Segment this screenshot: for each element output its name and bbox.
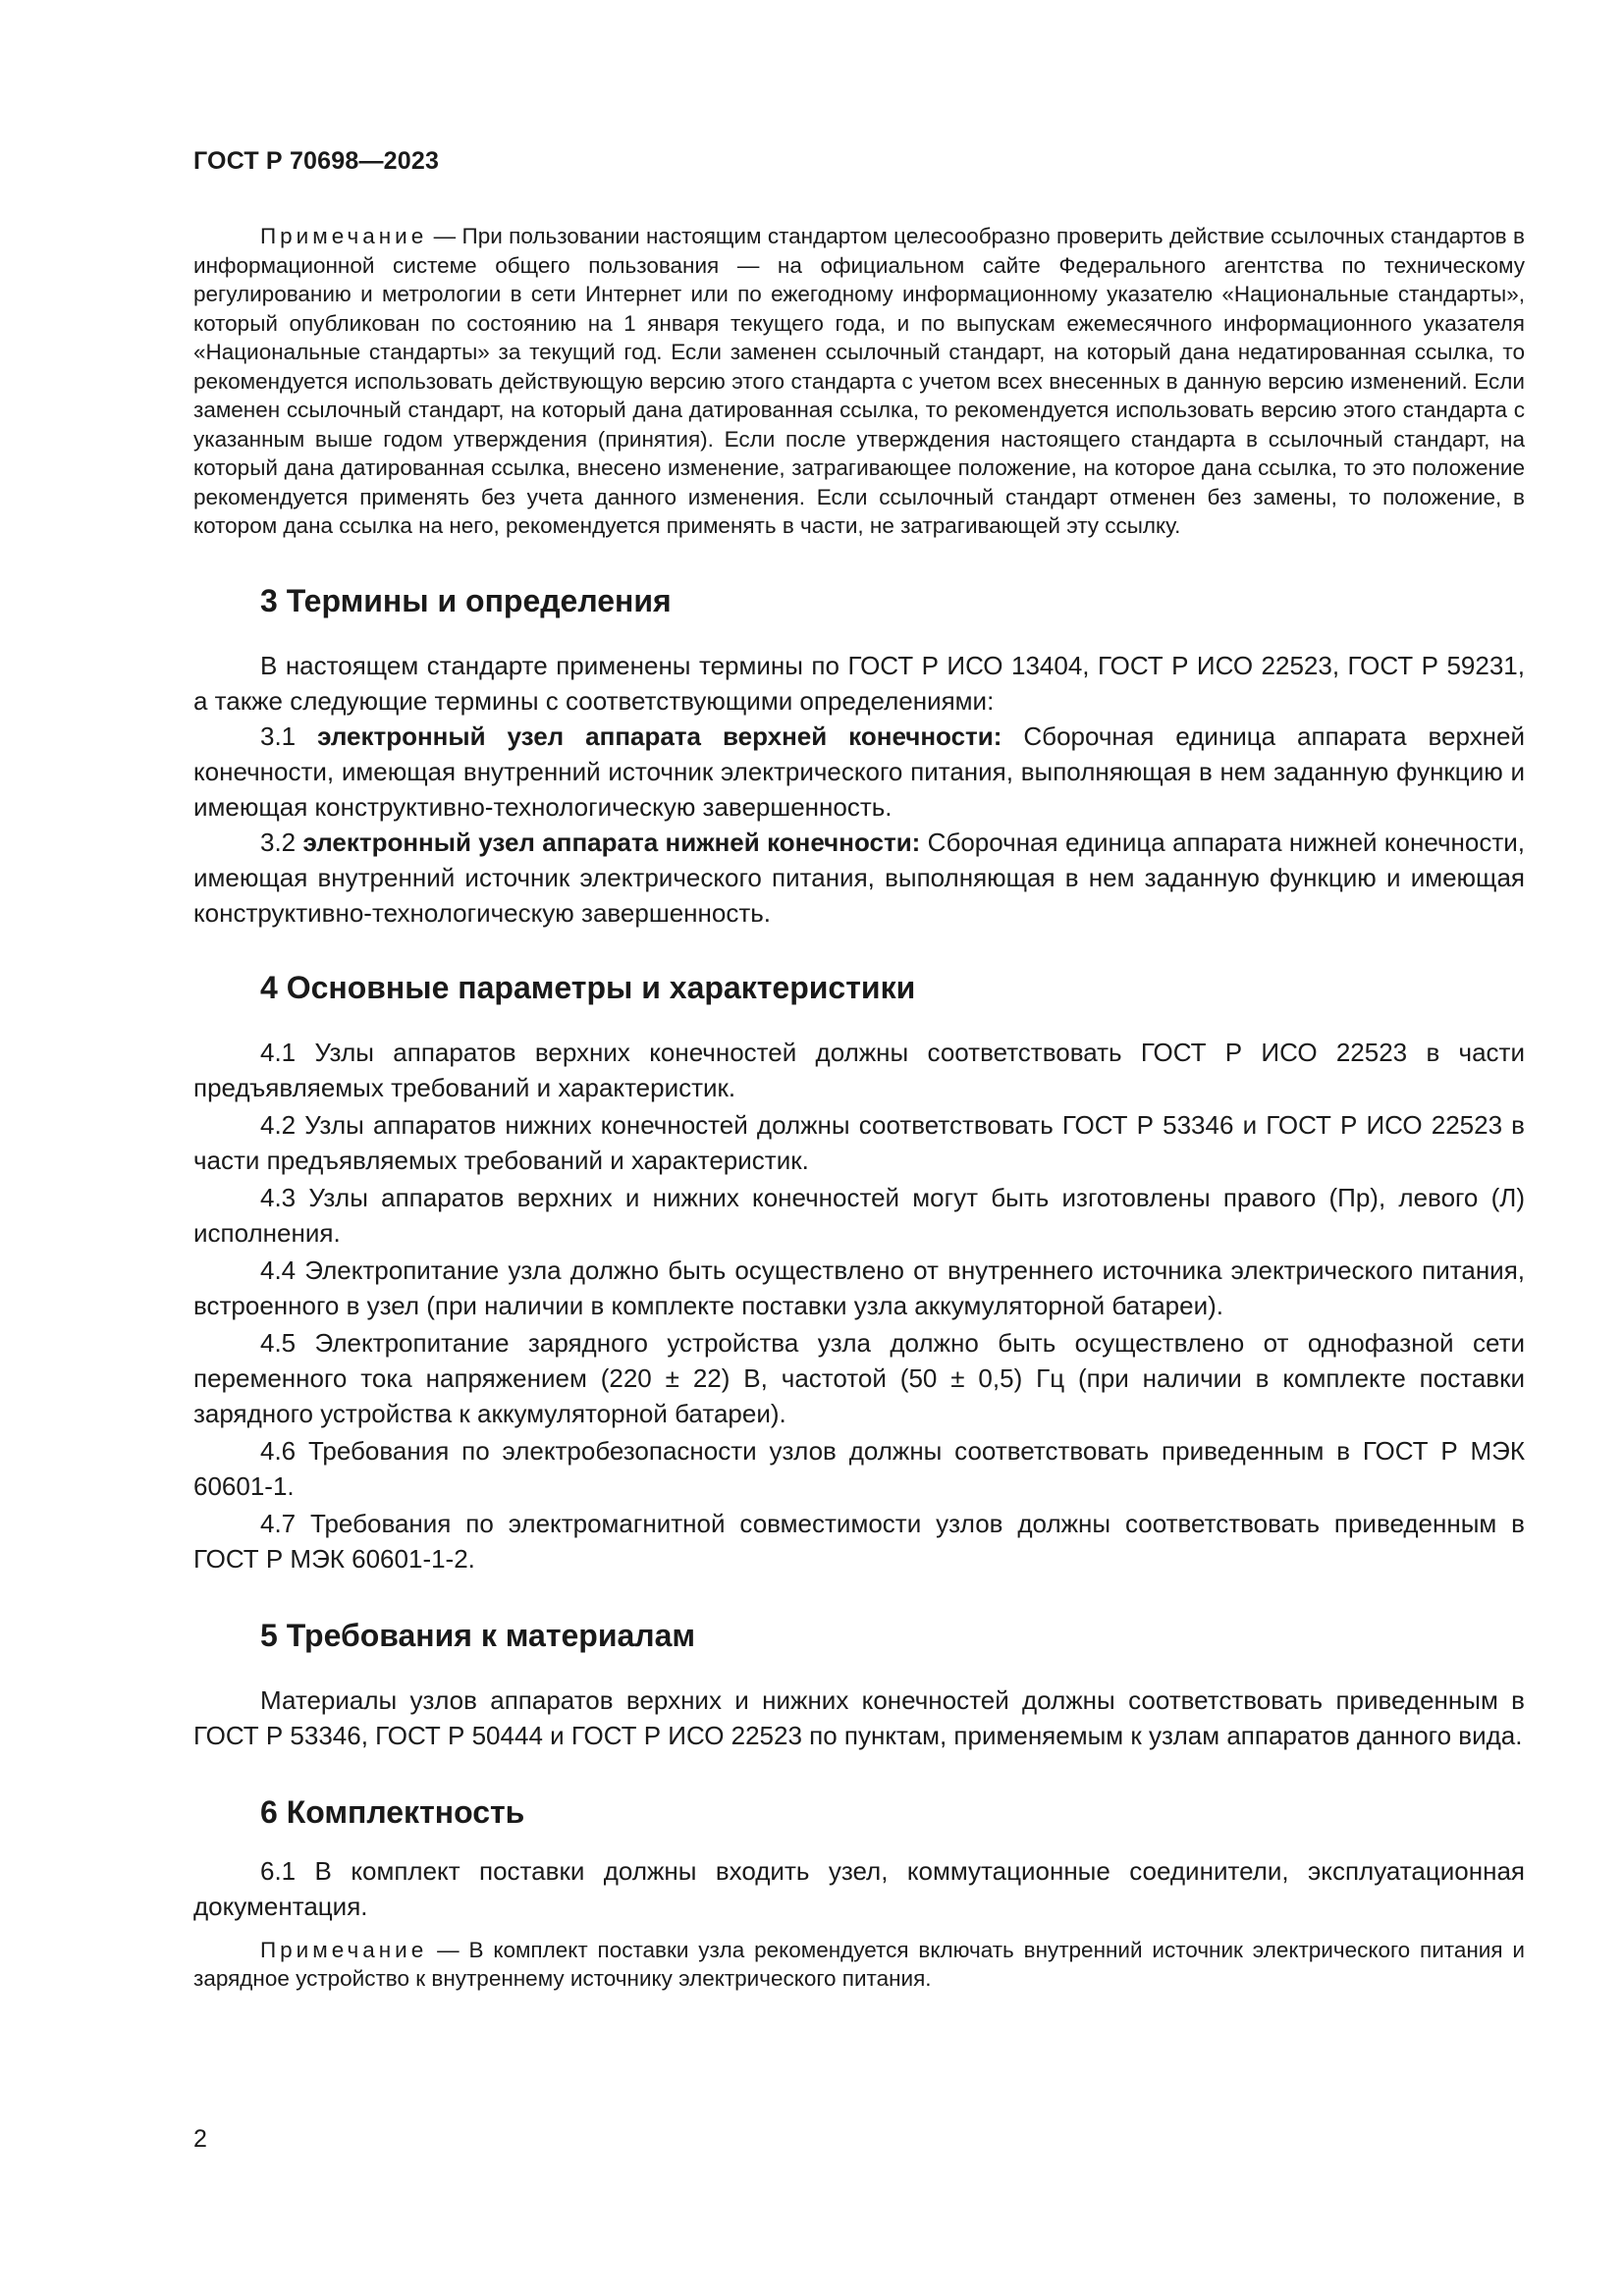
term-definition: Сборочная единица аппарата верхней конечности, имеющая внутренний источник электрического питания, выполняющая в нем заданную функцию и имеющая конструктивно-технологическую завершенность. xyxy=(193,721,1526,822)
clause-4-1: 4.1 Узлы аппаратов верхних конечностей должны соответствовать ГОСТ Р ИСО 22523 в части предъявляемых требований и характеристик. xyxy=(193,1037,1525,1102)
note-label: Примечание xyxy=(260,1937,428,1962)
clause-4-5: 4.5 Электропитание зарядного устройства узла должно быть осуществлено от однофазной сети переменного тока напряжением (220 ± 22) В, частотой (50 ± 0,5) Гц (при наличии в комплекте поставки зарядного устройства к аккумуляторной батареи). xyxy=(193,1327,1525,1428)
section-6-body xyxy=(193,1853,1525,1994)
section-5-title: 5 Требования к материалам xyxy=(260,1617,696,1653)
clause-4-4: 4.4 Электропитание узла должно быть осуществлено от внутреннего источника электрического питания, встроенного в узел (при наличии в комплекте поставки узла аккумуляторной батареи). xyxy=(193,1255,1525,1320)
note-text: — В комплект поставки узла рекомендуется включать внутренний источник электрического питания и зарядное устройство к внутреннему источнику электрического питания. xyxy=(193,1937,1525,1991)
completeness-note xyxy=(193,1936,1525,1994)
page-number: 2 xyxy=(193,2125,207,2153)
term-definition: Сборочная единица аппарата нижней конечности, имеющая внутренний источник электрического питания, выполняющая в нем заданную функцию и имеющая конструктивно-технологическую завершенность. xyxy=(193,827,1525,928)
materials-paragraph: Материалы узлов аппаратов верхних и нижних конечностей должны соответствовать приведенным в ГОСТ Р 53346, ГОСТ Р 50444 и ГОСТ Р ИСО 22523 по пунктам, применяемым к узлам аппаратов данного вида. xyxy=(193,1684,1525,1750)
section-3-title: 3 Термины и определения xyxy=(260,582,672,618)
page-content xyxy=(193,222,1525,1994)
clause-4-3: 4.3 Узлы аппаратов верхних и нижних конечностей могут быть изготовлены правого (Пр), левого (Л) исполнения. xyxy=(193,1182,1525,1248)
clause-6-1: 6.1 В комплект поставки должны входить узел, коммутационные соединители, эксплуатационная документация. xyxy=(193,1855,1525,1921)
term-3-2 xyxy=(193,825,1525,931)
section-4-body xyxy=(193,1035,1525,1576)
term-name: электронный узел аппарата верхней конечности: xyxy=(317,721,1002,751)
section-6-title: 6 Комплектность xyxy=(260,1793,525,1830)
term-number: 3.1 xyxy=(260,721,318,751)
section-4-title: 4 Основные параметры и характеристики xyxy=(260,969,916,1005)
document-code: ГОСТ Р 70698—2023 xyxy=(193,147,440,175)
referenced-standards-note xyxy=(193,222,1525,541)
section-3-body xyxy=(193,648,1525,931)
section-3-intro: В настоящем стандарте применены термины по ГОСТ Р ИСО 13404, ГОСТ Р ИСО 22523, ГОСТ Р 59231, а также следующие термины с соответствующими определениями: xyxy=(193,650,1525,716)
note-label: Примечание xyxy=(260,224,428,248)
term-number: 3.2 xyxy=(260,827,303,857)
clause-4-7: 4.7 Требования по электромагнитной совместимости узлов должны соответствовать приведенным в ГОСТ Р МЭК 60601-1-2. xyxy=(193,1508,1525,1574)
note-text: — При пользовании настоящим стандартом целесообразно проверить действие ссылочных стандартов в информационной системе общего пользования — на официальном сайте Федерального агентства по техническому регулированию и метрологии в сети Интернет или по ежегодному информационному указателю «Национальные стандарты», который опубликован по состоянию на 1 января текущего года, и по выпускам ежемесячного информационного указателя «Национальные стандарты» за текущий год. Если заменен ссылочный стандарт, на который дана недатированная ссылка, то рекомендуется использовать действующую версию этого стандарта с учетом всех внесенных в данную версию изменений. Если заменен ссылочный стандарт, на который дана датированная ссылка, то рекомендуется использовать версию этого стандарта с указанным выше годом утверждения (принятия). Если после утверждения настоящего стандарта в ссылочный стандарт, на который дана датированная ссылка, внесено изменение, затрагивающее положение, на которое дана ссылка, то это положение рекомендуется применять без учета данного изменения. Если ссылочный стандарт отменен без замены, то положение, в котором дана ссылка на него, рекомендуется применять в части, не затрагивающей эту ссылку. xyxy=(193,224,1525,538)
clause-4-6: 4.6 Требования по электробезопасности узлов должны соответствовать приведенным в ГОСТ Р МЭК 60601-1. xyxy=(193,1435,1525,1501)
term-3-1 xyxy=(193,719,1525,825)
section-5-body xyxy=(193,1682,1525,1753)
clause-4-2: 4.2 Узлы аппаратов нижних конечностей должны соответствовать ГОСТ Р 53346 и ГОСТ Р ИСО 22523 в части предъявляемых требований и характеристик. xyxy=(193,1109,1525,1175)
term-name: электронный узел аппарата нижней конечности: xyxy=(302,827,921,857)
